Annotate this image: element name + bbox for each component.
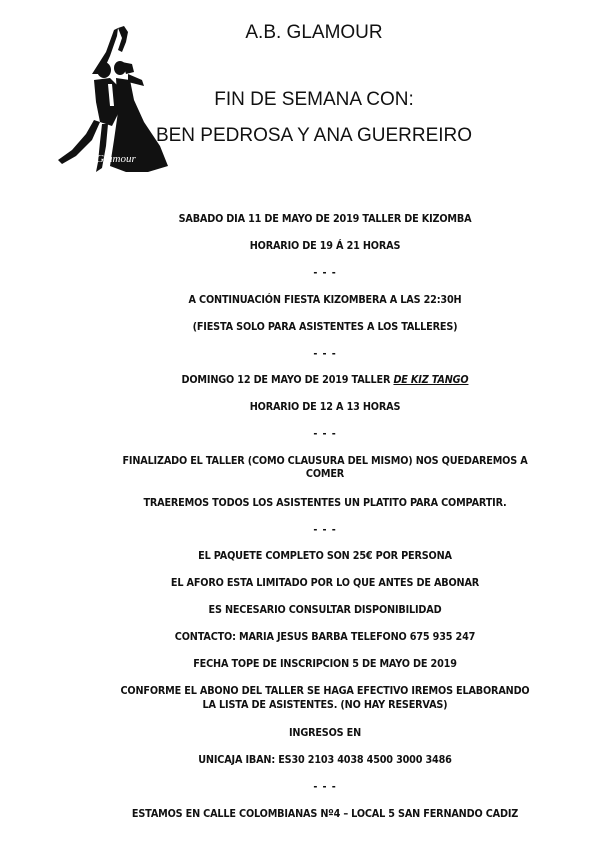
separator: - - - <box>313 523 337 536</box>
sunday-workshop <box>74 373 576 386</box>
saturday-workshop: SABADO DIA 11 DE MAYO DE 2019 TALLER DE KIZOMBA <box>178 212 472 225</box>
check-availability: ES NECESARIO CONSULTAR DISPONIBILIDAD <box>208 603 442 616</box>
bring-dish: TRAEREMOS TODOS LOS ASISTENTES UN PLATITO PARA COMPARTIR. <box>143 496 507 509</box>
closing-meal-line2: COMER <box>305 467 345 480</box>
bank-iban: UNICAJA IBAN: ES30 2103 4038 4500 3000 3486 <box>198 753 452 766</box>
separator: - - - <box>313 427 337 440</box>
address: ESTAMOS EN CALLE COLOMBIANAS Nº4 – LOCAL 5 SAN FERNANDO CADIZ <box>131 807 519 820</box>
closing-meal-line1: FINALIZADO EL TALLER (COMO CLAUSURA DEL MISMO) NOS QUEDAREMOS A <box>122 454 528 467</box>
capacity-limited: EL AFORO ESTA LIMITADO POR LO QUE ANTES DE ABONAR <box>170 576 480 589</box>
party-note: (FIESTA SOLO PARA ASISTENTES A LOS TALLERES) <box>192 320 458 333</box>
contact-info: CONTACTO: MARIA JESUS BARBA TELEFONO 675 935 247 <box>174 630 476 643</box>
deposits-label: INGRESOS EN <box>288 726 362 739</box>
payment-note-line1: CONFORME EL ABONO DEL TALLER SE HAGA EFECTIVO IREMOS ELABORANDO <box>120 684 530 697</box>
separator: - - - <box>313 266 337 279</box>
registration-deadline: FECHA TOPE DE INSCRIPCION 5 DE MAYO DE 2019 <box>193 657 457 670</box>
logo-text: Glamour <box>96 153 136 165</box>
event-subtitle: FIN DE SEMANA CON: <box>214 89 414 110</box>
payment-note-line2: LA LISTA DE ASISTENTES. (NO HAY RESERVAS) <box>202 698 448 711</box>
separator: - - - <box>313 780 337 793</box>
saturday-schedule: HORARIO DE 19 Á 21 HORAS <box>249 239 401 252</box>
sunday-workshop-text: DOMINGO 12 DE MAYO DE 2019 TALLER <box>181 373 394 386</box>
workshop-style: DE KIZ TANGO <box>393 373 469 386</box>
sunday-schedule: HORARIO DE 12 A 13 HORAS <box>249 400 401 413</box>
separator: - - - <box>313 347 337 360</box>
club-name: A.B. GLAMOUR <box>245 22 383 43</box>
package-price: EL PAQUETE COMPLETO SON 25€ POR PERSONA <box>198 549 452 562</box>
party-info: A CONTINUACIÓN FIESTA KIZOMBERA A LAS 22:30H <box>188 293 462 306</box>
instructors-names: BEN PEDROSA Y ANA GUERREIRO <box>155 125 473 146</box>
